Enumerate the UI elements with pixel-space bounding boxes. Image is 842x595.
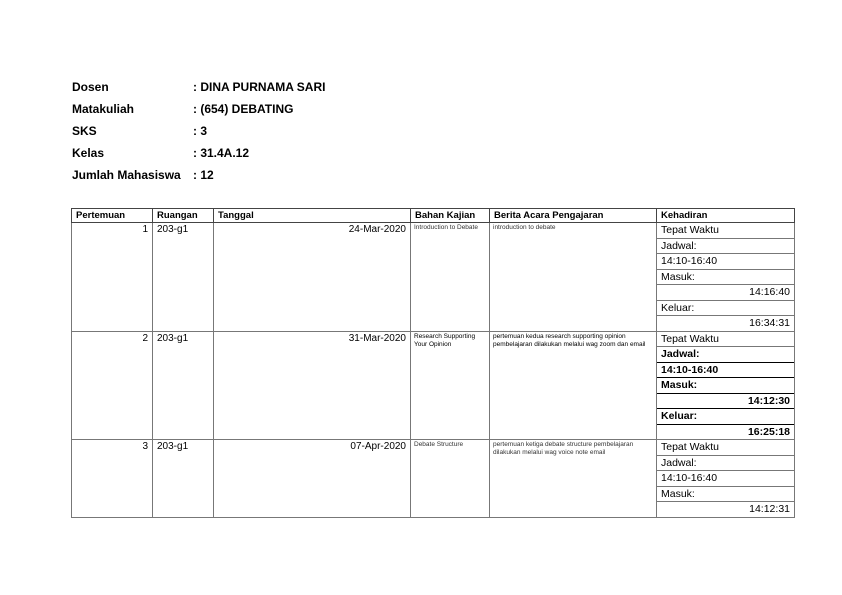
cell-kehadiran <box>657 223 795 332</box>
cell-ruangan: 203-g1 <box>153 440 214 518</box>
kehadiran-masuk-value: 14:12:30 <box>657 394 794 410</box>
kehadiran-masuk-label: Masuk: <box>657 378 794 394</box>
kehadiran-jadwal-value: 14:10-16:40 <box>657 363 794 379</box>
kehadiran-status: Tepat Waktu <box>657 440 794 456</box>
kehadiran-keluar-value: 16:25:18 <box>747 425 790 438</box>
info-label: Matakuliah <box>72 102 135 116</box>
kehadiran-jadwal-label: Jadwal: <box>657 347 794 363</box>
cell-kehadiran <box>657 331 795 440</box>
cell-bahan-kajian: Introduction to Debate <box>411 223 490 332</box>
header-bahan-kajian: Bahan Kajian <box>411 209 490 223</box>
header-pertemuan: Pertemuan <box>72 209 153 223</box>
header-tanggal: Tanggal <box>214 209 411 223</box>
header-ruangan: Ruangan <box>153 209 214 223</box>
cell-tanggal: 31-Mar-2020 <box>214 331 411 440</box>
cell-ruangan: 203-g1 <box>153 223 214 332</box>
cell-bahan-kajian: Debate Structure <box>411 440 490 518</box>
kehadiran-masuk-label: Masuk: <box>657 487 794 503</box>
table-header-row <box>72 209 795 223</box>
cell-berita-acara: pertemuan ketiga debate structure pembelajaran dilakukan melalui wag voice note email <box>490 440 657 518</box>
info-value: : 31.4A.12 <box>193 146 250 160</box>
kehadiran-status: Tepat Waktu <box>657 223 794 239</box>
kehadiran-masuk-value: 14:12:31 <box>749 503 790 515</box>
kehadiran-jadwal-value: 14:10-16:40 <box>657 471 794 487</box>
cell-pertemuan: 3 <box>72 440 153 518</box>
kehadiran-status: Tepat Waktu <box>657 332 794 348</box>
info-value: : DINA PURNAMA SARI <box>193 80 326 94</box>
info-value: : (654) DEBATING <box>193 102 294 116</box>
cell-tanggal: 07-Apr-2020 <box>214 440 411 518</box>
cell-bahan-kajian: Research Supporting Your Opinion <box>411 331 490 440</box>
cell-pertemuan: 2 <box>72 331 153 440</box>
attendance-table <box>71 208 795 518</box>
kehadiran-masuk-label: Masuk: <box>657 270 794 286</box>
cell-kehadiran <box>657 440 795 518</box>
cell-berita-acara: introduction to debate <box>490 223 657 332</box>
info-label: Kelas <box>72 146 105 160</box>
info-value: : 12 <box>193 168 214 182</box>
kehadiran-keluar-label: Keluar: <box>657 301 794 317</box>
info-label: Dosen <box>72 80 109 94</box>
info-label: Jumlah Mahasiswa <box>72 168 181 182</box>
kehadiran-masuk-value: 14:16:40 <box>657 285 794 301</box>
kehadiran-jadwal-label: Jadwal: <box>657 456 794 472</box>
info-label: SKS <box>72 124 97 138</box>
table-row <box>72 331 795 440</box>
table-row <box>72 223 795 332</box>
header-berita-acara: Berita Acara Pengajaran <box>490 209 657 223</box>
table-row <box>72 440 795 518</box>
cell-tanggal: 24-Mar-2020 <box>214 223 411 332</box>
cell-ruangan: 203-g1 <box>153 331 214 440</box>
kehadiran-jadwal-value: 14:10-16:40 <box>657 254 794 270</box>
cell-pertemuan: 1 <box>72 223 153 332</box>
header-kehadiran: Kehadiran <box>657 209 795 223</box>
kehadiran-keluar-label: Keluar: <box>657 409 794 425</box>
cell-berita-acara: pertemuan kedua research supporting opinion pembelajaran dilakukan melalui wag zoom dan email <box>490 331 657 440</box>
kehadiran-jadwal-label: Jadwal: <box>657 239 794 255</box>
info-value: : 3 <box>193 124 208 138</box>
kehadiran-keluar-value: 16:34:31 <box>749 317 790 329</box>
